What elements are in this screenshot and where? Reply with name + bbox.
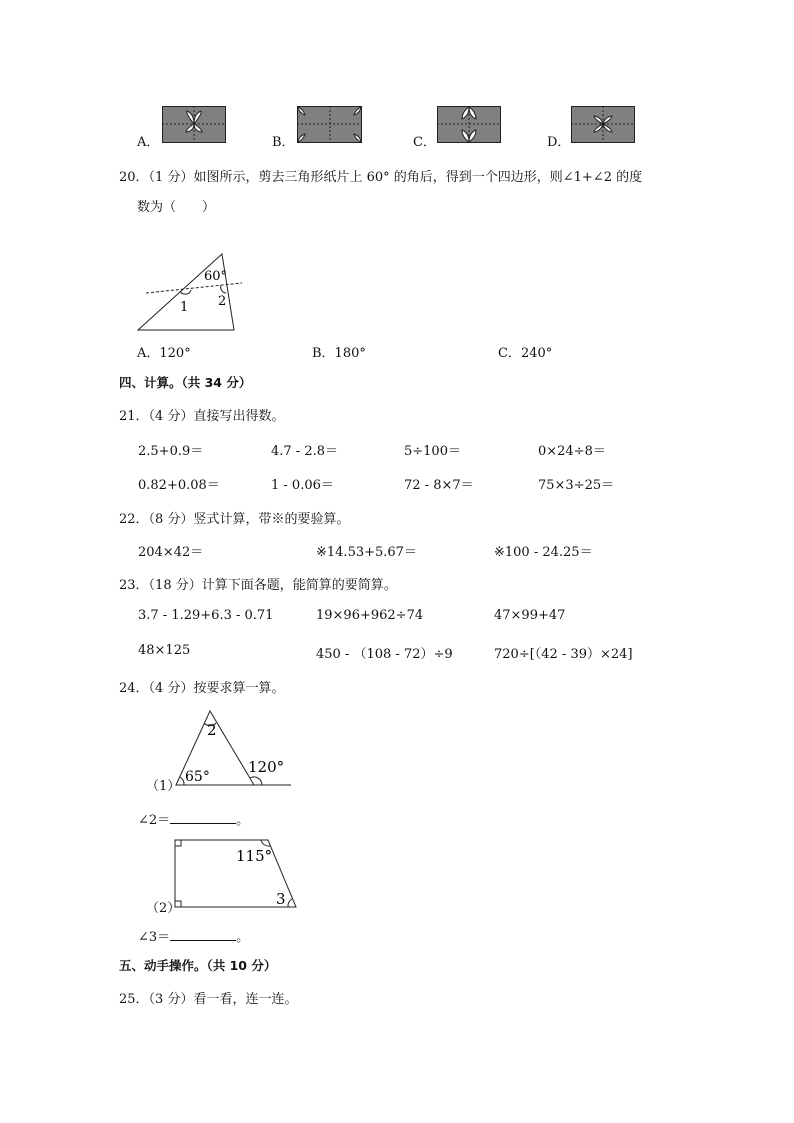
q24-triangle-figure (170, 706, 294, 790)
q23-item: 720÷[（42 - 39）×24] (494, 647, 633, 662)
q20-option-a: A．120° (137, 346, 191, 361)
q20-stem-line2: 数为（ ） (137, 200, 216, 215)
q24-part2-suffix: 。 (236, 930, 250, 945)
q24-angle-115-label: 115° (236, 847, 273, 865)
q25-stem: 25．（3 分）看一看，连一连。 (119, 992, 298, 1007)
q24-angle-120-label: 120° (248, 758, 285, 776)
q19-option-b-figure (297, 106, 363, 144)
q22-item: ※14.53+5.67＝ (316, 545, 417, 560)
q21-item: 4.7 - 2.8＝ (271, 444, 339, 459)
q24-part1-blank[interactable] (170, 811, 236, 824)
section-5-title: 五、动手操作。（共 10 分） (119, 958, 277, 973)
q19-option-c-figure (437, 106, 501, 144)
q22-item: ※100 - 24.25＝ (494, 545, 593, 560)
q21-item: 75×3÷25＝ (538, 478, 615, 493)
q23-item: 19×96+962÷74 (316, 608, 424, 623)
q21-item: 2.5+0.9＝ (138, 444, 204, 459)
q21-item: 0.82+0.08＝ (138, 478, 220, 493)
q21-item: 0×24÷8＝ (538, 444, 606, 459)
q24-part2-prefix: ∠3＝ (138, 930, 171, 945)
q21-item: 72 - 8×7＝ (404, 478, 474, 493)
q20-option-b: B．180° (312, 346, 366, 361)
q22-item: 204×42＝ (138, 545, 204, 560)
q24-part1-suffix: 。 (236, 813, 250, 828)
q20-angle-60-label: 60° (204, 269, 228, 284)
q24-part2-number: （2） (146, 901, 181, 916)
q19-option-a-figure (162, 106, 226, 144)
q24-trapezoid-figure (170, 835, 300, 911)
q24-part2-answer[interactable] (138, 926, 249, 945)
q23-stem: 23．（18 分）计算下面各题，能简算的要简算。 (119, 578, 397, 593)
q24-part1-number: （1） (146, 779, 181, 794)
q19-option-c-label: C． (413, 135, 436, 150)
q19-option-d-figure (571, 106, 635, 144)
q20-triangle-figure (134, 250, 246, 334)
q20-option-c: C．240° (498, 346, 553, 361)
q24-stem: 24．（4 分）按要求算一算。 (119, 681, 285, 696)
q24-angle-2-label: 2 (207, 721, 217, 739)
q23-item: 48×125 (138, 643, 191, 658)
q24-part1-answer[interactable] (138, 809, 249, 828)
q23-item: 3.7 - 1.29+6.3 - 0.71 (138, 608, 274, 623)
section-4-title: 四、计算。（共 34 分） (119, 375, 252, 390)
q24-part2-blank[interactable] (170, 928, 236, 941)
q19-option-a-label: A． (137, 135, 160, 150)
q24-angle-65-label: 65° (185, 769, 210, 785)
q21-stem: 21．（4 分）直接写出得数。 (119, 409, 285, 424)
q20-angle-1-label: 1 (180, 300, 189, 315)
q20-stem-line1: 20．（1 分）如图所示，剪去三角形纸片上 60° 的角后，得到一个四边形，则∠1+∠2 的度 (119, 170, 643, 185)
q23-item: 450 - （108 - 72）÷9 (316, 647, 453, 662)
q24-angle-3-label: 3 (276, 890, 286, 908)
q22-stem: 22．（8 分）竖式计算，带※的要验算。 (119, 512, 350, 527)
q19-option-d-label: D． (547, 135, 571, 150)
q24-part1-prefix: ∠2＝ (138, 813, 171, 828)
q20-angle-2-label: 2 (218, 294, 227, 309)
q19-option-b-label: B． (272, 135, 295, 150)
q23-item: 47×99+47 (494, 608, 566, 623)
q21-item: 1 - 0.06＝ (271, 478, 334, 493)
q21-item: 5÷100＝ (404, 444, 461, 459)
